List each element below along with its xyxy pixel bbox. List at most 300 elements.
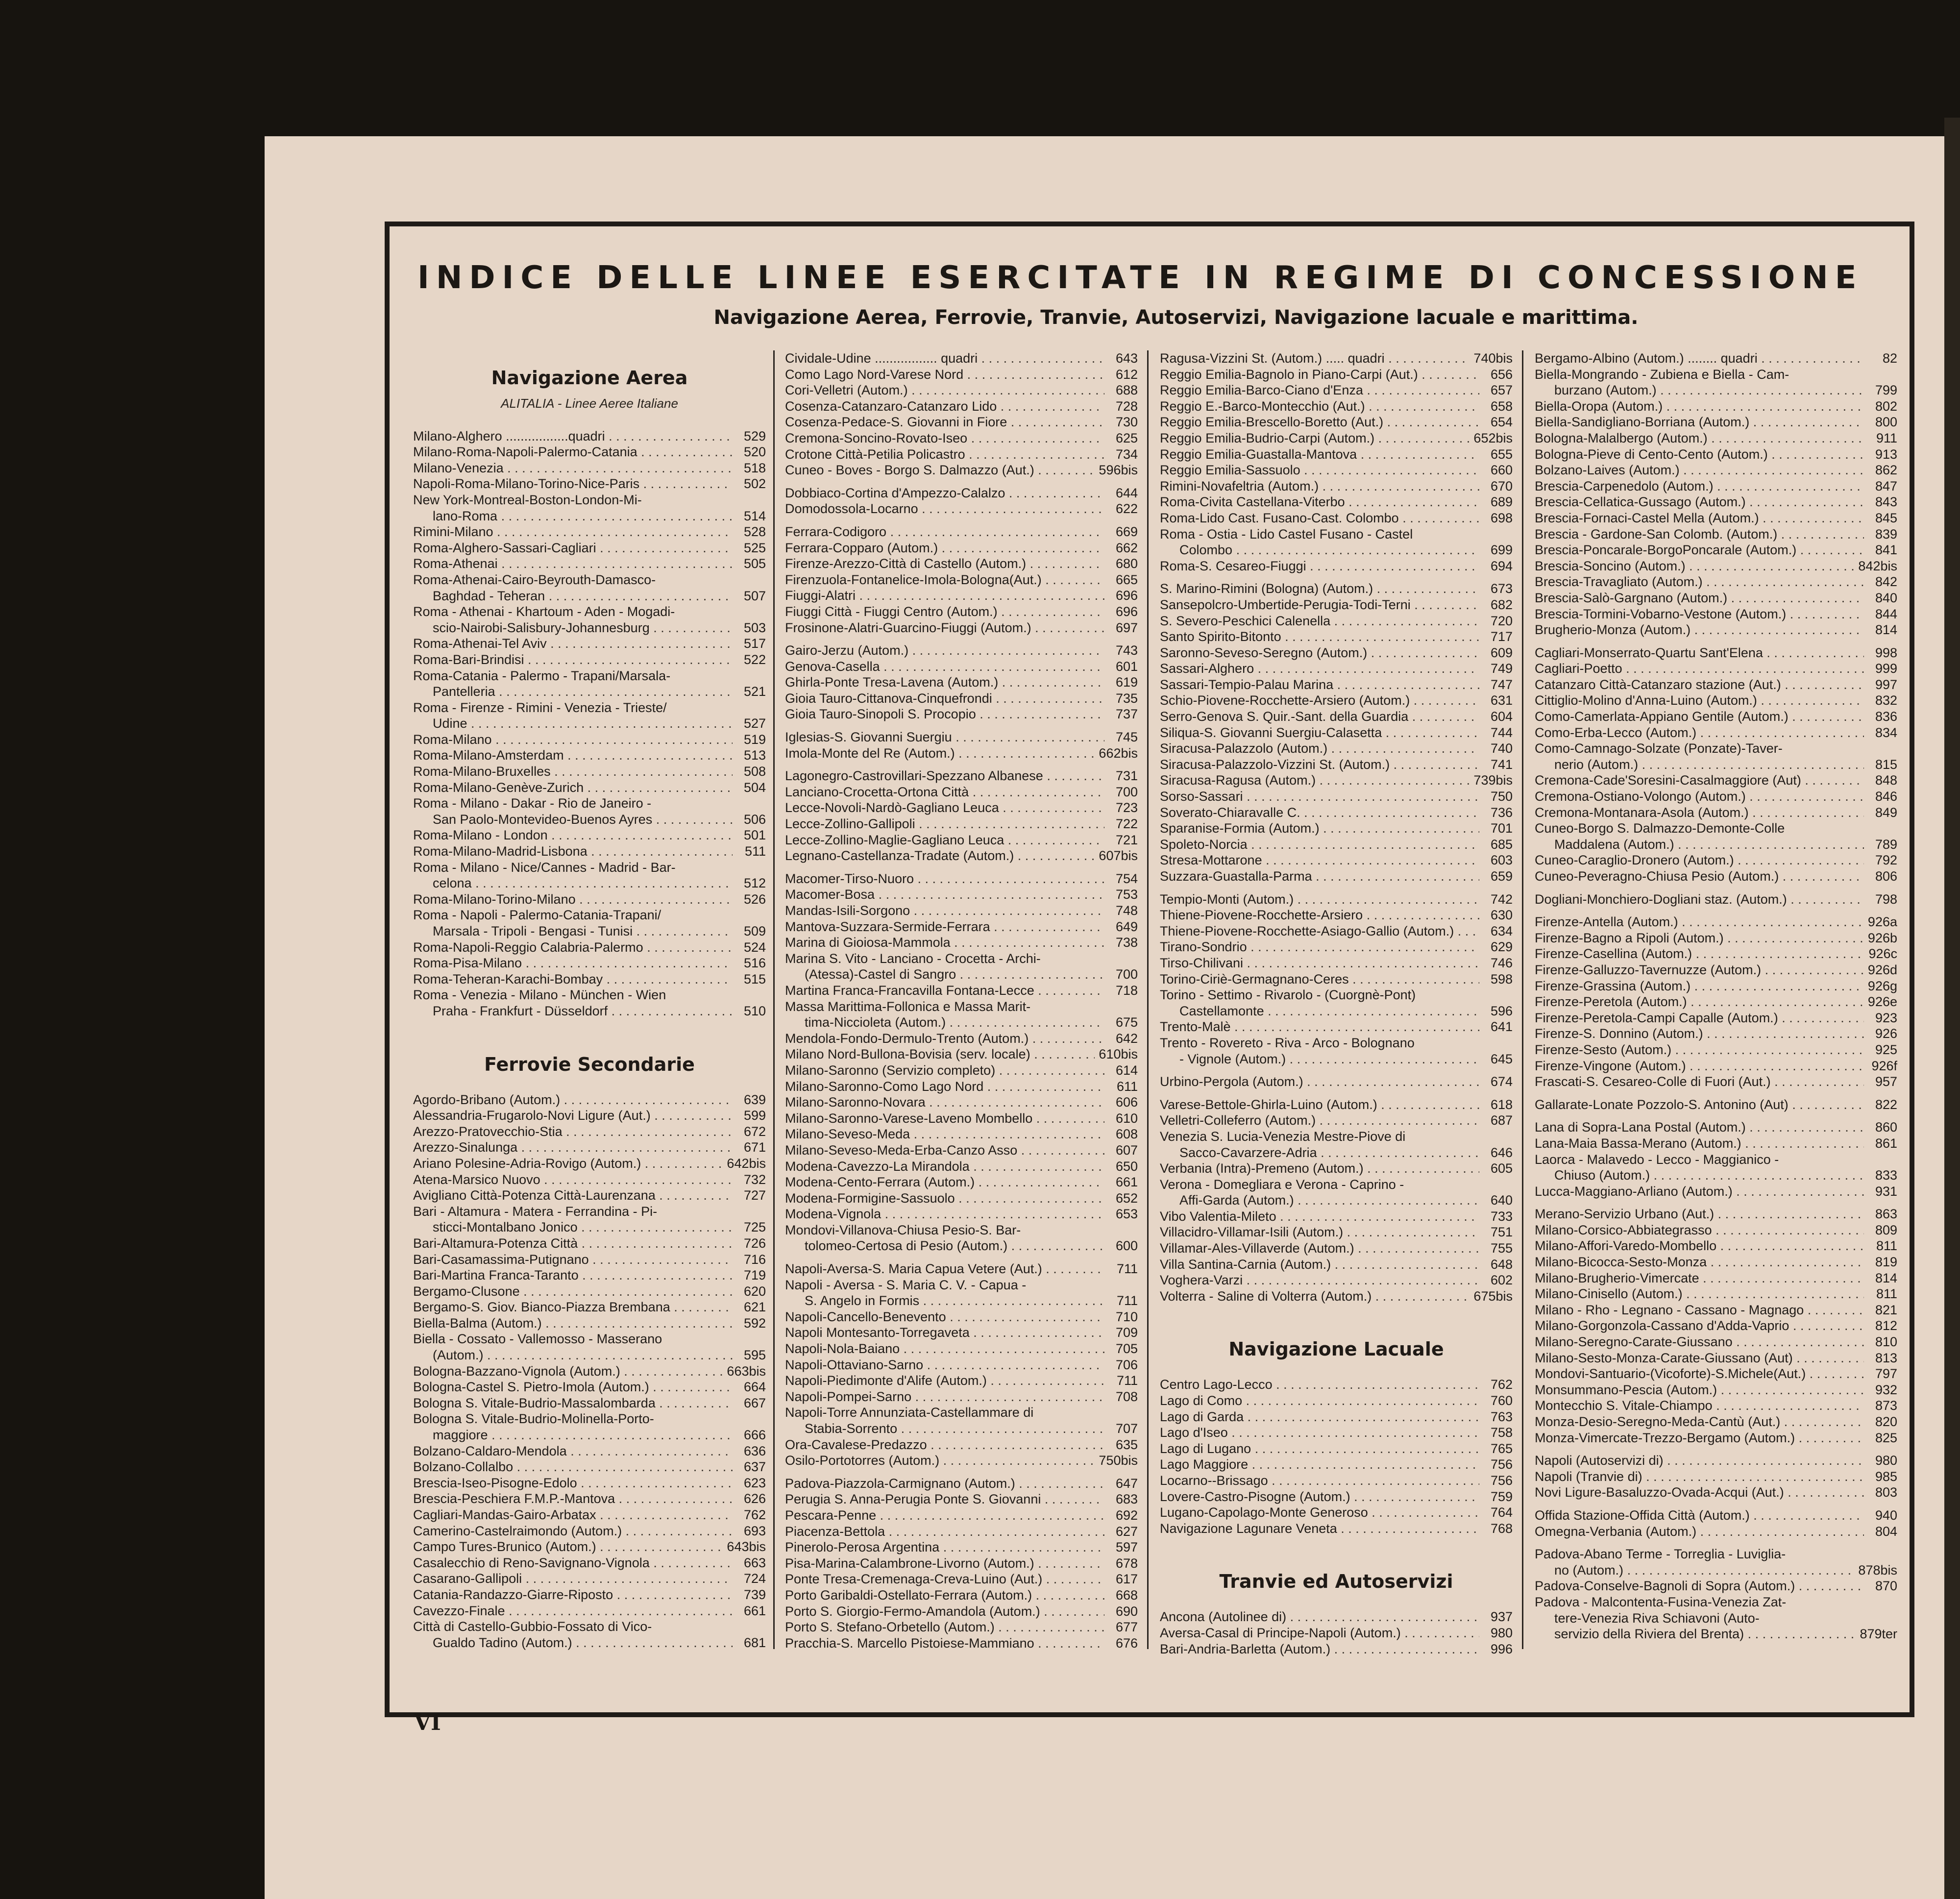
index-entry (1535, 350, 1897, 367)
index-entry (413, 1315, 766, 1332)
index-entry (1535, 1010, 1897, 1026)
entry-line-name: Firenze-Galluzzo-Tavernuzze (Autom.) . . . (1535, 962, 1864, 978)
entry-line-name: Urbino-Pergola (Autom.) . . . (1160, 1074, 1479, 1090)
index-entry (1535, 1484, 1897, 1501)
entry-line-name: Stresa-Mottarone . . . (1160, 852, 1479, 868)
entry-line-name: Brescia - Gardone-San Colomb. (Autom.) . . . (1535, 526, 1864, 543)
index-entry (1160, 597, 1513, 613)
index-entry (1160, 478, 1513, 494)
entry-line-name: Cuneo - Boves - Borgo S. Dalmazzo (Aut.) . . . (785, 462, 1095, 478)
entry-line-name: Brescia-Peschiera F.M.P.-Mantova . . . (413, 1491, 733, 1507)
entry-line-name: Lago Maggiore . . . (1160, 1456, 1479, 1473)
entry-line-name: Lanciano-Crocetta-Ortona Città . . . (785, 784, 1104, 800)
entry-line-name: Firenzuola-Fontanelice-Imola-Bologna(Aut.) . . . (785, 572, 1104, 588)
entry-line-name: Trento - Rovereto - Riva - Arco - Bolognano (1160, 1035, 1415, 1050)
index-entry (1160, 987, 1513, 1003)
entry-page-number: 667 (743, 1395, 766, 1410)
index-entry (1535, 1524, 1897, 1540)
index-entry (413, 652, 766, 668)
entry-line-name: Ferrara-Copparo (Autom.) . . . (785, 540, 1104, 556)
entry-page-number: 815 (1875, 757, 1897, 772)
index-entry (785, 501, 1138, 517)
entry-page-number: 662bis (1099, 745, 1138, 761)
entry-line-name: Cagliari-Monserrato-Quartu Sant'Elena . . . (1535, 645, 1864, 661)
index-entry (785, 1619, 1138, 1635)
index-entry (785, 642, 1138, 659)
entry-page-number: 694 (1490, 558, 1513, 573)
index-entry (1535, 692, 1897, 709)
index-entry (1160, 430, 1513, 446)
entry-page-number: 849 (1875, 805, 1897, 820)
entry-line-name: Spoleto-Norcia . . . (1160, 837, 1479, 853)
entry-line-name: Arezzo-Pratovecchio-Stia . . . (413, 1124, 733, 1140)
entry-page-number: 524 (743, 939, 766, 955)
entry-line-name: tima-Niccioleta (Autom.) . . . (805, 1014, 1104, 1031)
entry-page-number: 720 (1490, 613, 1513, 628)
index-entry (1160, 510, 1513, 526)
entry-page-number: 735 (1115, 691, 1138, 706)
index-entry (1535, 1626, 1897, 1642)
entry-line-name: Milano-Sesto-Monza-Carate-Giussano (Aut) . . . (1535, 1350, 1864, 1366)
index-entry (1160, 542, 1513, 558)
index-entry (785, 729, 1138, 745)
entry-line-name: tere-Venezia Riva Schiavoni (Auto- (1554, 1610, 1760, 1626)
entry-line-name: tolomeo-Certosa di Pesio (Autom.) . . . (805, 1238, 1104, 1254)
entry-line-name: Napoli-Aversa-S. Maria Capua Vetere (Aut.) . . . (785, 1261, 1104, 1277)
index-entry (785, 588, 1138, 604)
entry-line-name: Sassari-Tempio-Palau Marina . . . (1160, 677, 1479, 693)
entry-page-number: 521 (743, 684, 766, 699)
entry-page-number: 603 (1490, 853, 1513, 868)
index-entry (1535, 978, 1897, 994)
index-entry (785, 1293, 1138, 1309)
index-entry (1160, 367, 1513, 383)
entry-page-number: 623 (743, 1475, 766, 1490)
entry-line-name: Genova-Casella . . . (785, 659, 1104, 675)
index-entry (1535, 1270, 1897, 1286)
entry-page-number: 861 (1875, 1135, 1897, 1151)
entry-page-number: 820 (1875, 1414, 1897, 1429)
entry-page-number: 663 (743, 1555, 766, 1570)
entry-line-name: Roma-Napoli-Reggio Calabria-Palermo . . . (413, 939, 733, 956)
entry-page-number: 980 (1875, 1453, 1897, 1468)
index-entry (785, 540, 1138, 556)
index-entry (1535, 1430, 1897, 1446)
entry-page-number: 814 (1875, 1270, 1897, 1285)
entry-page-number: 834 (1875, 725, 1897, 740)
index-entry (1535, 1152, 1897, 1168)
entry-line-name: Catania-Randazzo-Giarre-Riposto . . . (413, 1587, 733, 1603)
entry-page-number: 710 (1115, 1309, 1138, 1324)
index-entry (785, 524, 1138, 540)
entry-page-number: 693 (743, 1523, 766, 1538)
entry-line-name: Roma-Civita Castellana-Viterbo . . . (1160, 494, 1479, 510)
entry-page-number: 642bis (727, 1156, 766, 1171)
entry-page-number: 527 (743, 716, 766, 731)
entry-line-name: Lecce-Zollino-Gallipoli . . . (785, 816, 1104, 832)
index-entry (785, 999, 1138, 1015)
index-entry (785, 1110, 1138, 1127)
index-entry (785, 1238, 1138, 1254)
entry-page-number: 673 (1490, 581, 1513, 596)
index-entry (785, 983, 1138, 999)
entry-page-number: 809 (1875, 1222, 1897, 1237)
entry-page-number: 862 (1875, 463, 1897, 478)
entry-line-name: New York-Montreal-Boston-London-Mi- (413, 492, 642, 507)
index-entry (1535, 462, 1897, 478)
entry-line-name: Milano-Brugherio-Vimercate . . . (1535, 1270, 1864, 1286)
entry-page-number: 822 (1875, 1097, 1897, 1112)
entry-line-name: Ponte Tresa-Cremenaga-Creva-Luino (Aut.) . . . (785, 1571, 1104, 1587)
entry-line-name: Brescia-Iseo-Pisogne-Edolo . . . (413, 1475, 733, 1491)
entry-line-name: Napoli Montesanto-Torregaveta . . . (785, 1325, 1104, 1341)
index-entry (1535, 1594, 1897, 1610)
entry-line-name: Brescia-Carpenedolo (Autom.) . . . (1535, 478, 1864, 494)
index-entry (1535, 1469, 1897, 1485)
entry-page-number: 654 (1490, 415, 1513, 430)
entry-page-number: 716 (743, 1252, 766, 1267)
entry-page-number: 652 (1115, 1190, 1138, 1206)
entry-line-name: Porto S. Stefano-Orbetello (Autom.) . . . (785, 1619, 1104, 1635)
entry-page-number: 844 (1875, 606, 1897, 621)
index-entry (413, 1363, 766, 1380)
index-entry (1160, 868, 1513, 885)
entry-line-name: Padova-Abano Terme - Torreglia - Luviglia- (1535, 1547, 1786, 1562)
index-entry (413, 987, 766, 1003)
entry-line-name: Piacenza-Bettola . . . (785, 1524, 1104, 1540)
index-entry (785, 1571, 1138, 1587)
index-entry (1535, 661, 1897, 677)
entry-page-number: 932 (1875, 1382, 1897, 1397)
index-entry (1535, 837, 1897, 853)
entry-line-name: Lago di Garda . . . (1160, 1409, 1479, 1425)
entry-line-name: Cuneo-Peveragno-Chiusa Pesio (Autom.) . . . (1535, 868, 1864, 885)
entry-page-number: 797 (1875, 1366, 1897, 1381)
entry-page-number: 596bis (1099, 463, 1138, 478)
index-entry (1535, 1206, 1897, 1222)
entry-line-name: Firenze-Casellina (Autom.) . . . (1535, 946, 1864, 962)
entry-line-name: Mondovi-Villanova-Chiusa Pesio-S. Bar- (785, 1222, 1021, 1237)
entry-line-name: S. Angelo in Formis . . . (805, 1293, 1104, 1309)
section-heading-ferrovie: Ferrovie Secondarie (484, 1053, 695, 1075)
entry-page-number: 749 (1490, 661, 1513, 676)
entry-page-number: 740bis (1473, 351, 1513, 366)
entry-page-number: 926a (1867, 914, 1897, 930)
entry-page-number: 999 (1875, 661, 1897, 676)
ferrovie-list (413, 1092, 766, 1651)
entry-line-name: Monsummano-Pescia (Autom.) . . . (1535, 1382, 1864, 1398)
entry-line-name: Roma-Milano . . . (413, 732, 733, 748)
index-entry (1535, 382, 1897, 398)
entry-page-number: 985 (1875, 1469, 1897, 1484)
entry-page-number: 724 (743, 1571, 766, 1586)
entry-line-name: Brescia-Salò-Gargnano (Autom.) . . . (1535, 590, 1864, 606)
entry-page-number: 608 (1115, 1127, 1138, 1142)
entry-page-number: 509 (743, 924, 766, 938)
entry-page-number: 510 (743, 1003, 766, 1018)
entry-page-number: 652bis (1473, 430, 1513, 445)
entry-line-name: Roma - Firenze - Rimini - Venezia - Trieste/ (413, 700, 667, 715)
entry-line-name: Como-Camnago-Solzate (Ponzate)-Taver- (1535, 741, 1783, 756)
entry-line-name: Bolzano-Caldaro-Mendola . . . (413, 1443, 733, 1459)
entry-line-name: Rimini-Milano . . . (413, 524, 733, 540)
index-entry (785, 1142, 1138, 1159)
entry-page-number: 634 (1490, 923, 1513, 938)
index-entry (413, 684, 766, 700)
index-entry (1535, 1302, 1897, 1318)
index-entry (785, 1507, 1138, 1524)
index-entry (1160, 462, 1513, 478)
index-entry (413, 1108, 766, 1124)
entry-page-number: 819 (1875, 1255, 1897, 1270)
index-entry (1160, 1035, 1513, 1051)
index-entry (1160, 772, 1513, 789)
index-entry (785, 398, 1138, 415)
entry-line-name: Camerino-Castelraimondo (Autom.) . . . (413, 1523, 733, 1539)
index-entry (785, 1539, 1138, 1555)
entry-page-number: 646 (1490, 1145, 1513, 1160)
index-entry (1160, 1609, 1513, 1625)
entry-line-name: no (Autom.) . . . (1554, 1562, 1854, 1578)
column-divider (773, 350, 775, 1649)
index-entry (413, 1379, 766, 1395)
entry-line-name: Cuneo-Borgo S. Dalmazzo-Demonte-Colle (1535, 821, 1785, 836)
entry-line-name: Affi-Garda (Autom.) . . . (1179, 1192, 1479, 1208)
entry-line-name: Lucca-Maggiano-Arliano (Autom.) . . . (1535, 1184, 1864, 1200)
index-entry (1160, 382, 1513, 398)
entry-page-number: 515 (743, 971, 766, 986)
entry-page-number: 842 (1875, 574, 1897, 590)
entry-page-number: 82 (1882, 351, 1897, 366)
index-entry (1160, 1489, 1513, 1505)
entry-line-name: Pescara-Penne . . . (785, 1507, 1104, 1524)
entry-page-number: 620 (743, 1283, 766, 1299)
index-entry (785, 1389, 1138, 1405)
entry-line-name: Biella-Mongrando - Zubiena e Biella - Cam- (1535, 367, 1789, 382)
entry-page-number: 699 (1490, 543, 1513, 558)
entry-line-name: Suzzara-Guastalla-Parma . . . (1160, 868, 1479, 885)
page-folio: VI (414, 1710, 441, 1735)
entry-line-name: Tirano-Sondrio . . . (1160, 939, 1479, 955)
index-entry (1160, 581, 1513, 597)
index-entry (785, 1094, 1138, 1110)
entry-page-number: 701 (1490, 821, 1513, 836)
entry-page-number: 645 (1490, 1051, 1513, 1066)
entry-line-name: Castellamonte . . . (1179, 1003, 1479, 1019)
entry-line-name: Pinerolo-Perosa Argentina . . . (785, 1539, 1104, 1555)
entry-page-number: 842bis (1858, 558, 1897, 573)
index-entry (413, 1235, 766, 1252)
index-entry (413, 1395, 766, 1411)
entry-page-number: 737 (1115, 707, 1138, 722)
entry-page-number: 675 (1115, 1015, 1138, 1030)
entry-line-name: Reggio Emilia-Brescello-Boretto (Aut.) . . . (1160, 414, 1479, 430)
entry-line-name: Mantova-Suzzara-Sermide-Ferrara . . . (785, 919, 1104, 935)
index-entry (1160, 1177, 1513, 1193)
index-entry (413, 1156, 766, 1172)
entry-page-number: 600 (1115, 1238, 1138, 1254)
index-entry (413, 1283, 766, 1300)
entry-line-name: Reggio Emilia-Bagnolo in Piano-Carpi (Aut.) . . . (1160, 367, 1479, 383)
index-entry (1535, 757, 1897, 773)
index-entry (1160, 1051, 1513, 1067)
entry-page-number: 599 (743, 1108, 766, 1123)
entry-line-name: Serro-Genova S. Quir.-Sant. della Guardia . . . (1160, 709, 1479, 725)
index-entry (1160, 1192, 1513, 1208)
entry-line-name: Roma - Ostia - Lido Castel Fusano - Castel (1160, 526, 1413, 542)
entry-line-name: Padova-Conselve-Bagnoli di Sopra (Autom.) . . . (1535, 1578, 1864, 1594)
entry-page-number: 635 (1115, 1437, 1138, 1452)
entry-line-name: Verbania (Intra)-Premeno (Autom.) . . . (1160, 1160, 1479, 1177)
index-entry (1535, 789, 1897, 805)
entry-page-number: 688 (1115, 383, 1138, 398)
index-entry (1535, 1414, 1897, 1430)
entry-page-number: 747 (1490, 677, 1513, 692)
index-entry (1160, 805, 1513, 821)
entry-line-name: lano-Roma . . . (433, 508, 733, 524)
index-entry (1535, 558, 1897, 574)
entry-page-number: 926c (1868, 946, 1897, 962)
entry-page-number: 926e (1867, 994, 1897, 1010)
entry-line-name: Velletri-Colleferro (Autom.) . . . (1160, 1112, 1479, 1129)
index-entry (413, 1619, 766, 1635)
index-entry (1535, 677, 1897, 693)
entry-page-number: 618 (1490, 1097, 1513, 1112)
entry-line-name: Lagonegro-Castrovillari-Spezzano Albanese . . . (785, 768, 1104, 784)
entry-page-number: 609 (1490, 645, 1513, 660)
entry-page-number: 683 (1115, 1492, 1138, 1507)
index-entry (785, 1222, 1138, 1238)
entry-page-number: 937 (1490, 1609, 1513, 1625)
entry-page-number: 669 (1115, 524, 1138, 539)
entry-line-name: Cittiglio-Molino d'Anna-Luino (Autom.) . . . (1535, 692, 1864, 709)
entry-page-number: 931 (1875, 1184, 1897, 1199)
entry-line-name: Iglesias-S. Giovanni Suergiu . . . (785, 729, 1104, 745)
entry-line-name: Napoli-Pompei-Sarno . . . (785, 1389, 1104, 1405)
index-entry (413, 668, 766, 684)
entry-line-name: Firenze-Antella (Autom.) . . . (1535, 914, 1864, 930)
index-entry (1160, 955, 1513, 971)
entry-page-number: 598 (1490, 971, 1513, 986)
entry-line-name: Roma-Athenai . . . (413, 556, 733, 572)
entry-page-number: 845 (1875, 510, 1897, 525)
entry-line-name: Roma-Alghero-Sassari-Cagliari . . . (413, 540, 733, 556)
page-edge (1944, 118, 1960, 1899)
entry-line-name: Milano-Roma-Napoli-Palermo-Catania . . . (413, 444, 733, 460)
entry-line-name: Fiuggi-Alatri . . . (785, 588, 1104, 604)
entry-line-name: Lago di Lugano . . . (1160, 1441, 1479, 1457)
entry-page-number: 622 (1115, 501, 1138, 517)
entry-page-number: 879ter (1860, 1627, 1897, 1642)
entry-line-name: Reggio Emilia-Sassuolo . . . (1160, 462, 1479, 478)
index-entry (1160, 1074, 1513, 1090)
index-entry (1535, 930, 1897, 946)
index-entry (1535, 1026, 1897, 1042)
entry-page-number: 671 (743, 1140, 766, 1155)
entry-page-number: 708 (1115, 1389, 1138, 1404)
entry-page-number: 657 (1490, 383, 1513, 398)
entry-page-number: 705 (1115, 1341, 1138, 1356)
entry-line-name: Frosinone-Alatri-Guarcino-Fiuggi (Autom.) . . . (785, 620, 1104, 636)
entry-page-number: 721 (1115, 832, 1138, 847)
entry-line-name: Agordo-Bribano (Autom.) . . . (413, 1092, 733, 1108)
index-entry (785, 1174, 1138, 1190)
entry-line-name: Napoli-Piedimonte d'Alife (Autom.) . . . (785, 1373, 1104, 1389)
index-entry (413, 715, 766, 732)
entry-line-name: Laorca - Malavedo - Lecco - Maggianico - (1535, 1152, 1779, 1167)
entry-line-name: Atena-Marsico Nuovo . . . (413, 1172, 733, 1188)
index-entry (413, 1299, 766, 1315)
entry-line-name: Roma-Catania - Palermo - Trapani/Marsala- (413, 668, 671, 683)
entry-line-name: Milano - Rho - Legnano - Cassano - Magnago . . . (1535, 1302, 1864, 1318)
entry-page-number: 614 (1115, 1062, 1138, 1078)
index-entry (1535, 446, 1897, 463)
entry-line-name: Como-Erba-Lecco (Autom.) . . . (1535, 725, 1864, 741)
index-entry (1535, 1546, 1897, 1562)
index-entry (785, 1491, 1138, 1507)
index-entry (413, 1003, 766, 1019)
entry-line-name: Modena-Vignola . . . (785, 1206, 1104, 1222)
entry-page-number: 740 (1490, 741, 1513, 756)
entry-line-name: Gioia Tauro-Sinopoli S. Procopio . . . (785, 706, 1104, 722)
entry-line-name: Perugia S. Anna-Perugia Ponte S. Giovanni . . . (785, 1491, 1104, 1507)
index-entry (785, 768, 1138, 784)
index-entry (1160, 971, 1513, 987)
entry-page-number: 739 (743, 1587, 766, 1602)
entry-page-number: 738 (1115, 935, 1138, 950)
entry-page-number: 525 (743, 540, 766, 555)
entry-line-name: Novi Ligure-Basaluzzo-Ovada-Acqui (Aut.) . . . (1535, 1484, 1864, 1501)
index-entry (1535, 1058, 1897, 1074)
entry-page-number: 685 (1490, 837, 1513, 852)
entry-page-number: 697 (1115, 620, 1138, 635)
index-entry (785, 1555, 1138, 1572)
entry-line-name: Siracusa-Palazzolo (Autom.) . . . (1160, 740, 1479, 757)
entry-page-number: 750bis (1099, 1453, 1138, 1468)
entry-line-name: sticci-Montalbano Jonico . . . (433, 1219, 733, 1235)
entry-line-name: Bari-Altamura-Potenza Città . . . (413, 1235, 733, 1252)
entry-line-name: S. Severo-Peschici Calenella . . . (1160, 613, 1479, 629)
section-subheading-alitalia: ALITALIA - Linee Aeree Italiane (501, 396, 678, 411)
index-entry (413, 1124, 766, 1140)
index-entry (1160, 677, 1513, 693)
index-entry (1160, 1240, 1513, 1257)
entry-page-number: 926b (1867, 930, 1897, 945)
index-entry (1160, 1208, 1513, 1225)
entry-line-name: Roma-Milano-Genève-Zurich . . . (413, 780, 733, 796)
index-entry (785, 1341, 1138, 1357)
entry-line-name: Cremona-Soncino-Rovato-Iseo . . . (785, 430, 1104, 446)
index-entry (1535, 1254, 1897, 1270)
entry-page-number: 768 (1490, 1521, 1513, 1536)
index-entry (1160, 1003, 1513, 1019)
index-entry (1160, 1473, 1513, 1489)
entry-line-name: Ora-Cavalese-Predazzo . . . (785, 1437, 1104, 1453)
entry-page-number: 811 (1876, 1286, 1897, 1302)
index-entry (1535, 962, 1897, 978)
entry-line-name: Udine . . . (433, 715, 733, 732)
index-entry (413, 1603, 766, 1619)
entry-page-number: 806 (1875, 869, 1897, 884)
index-entry (1160, 645, 1513, 661)
entry-page-number: 502 (743, 476, 766, 492)
entry-line-name: Bergamo-S. Giov. Bianco-Piazza Brembana . . . (413, 1299, 733, 1315)
index-entry (413, 1571, 766, 1587)
entry-line-name: Firenze-Arezzo-Città di Castello (Autom.) . . . (785, 556, 1104, 572)
entry-page-number: 507 (743, 588, 766, 603)
index-entry (785, 572, 1138, 588)
entry-line-name: Firenze-Sesto (Autom.) . . . (1535, 1042, 1864, 1058)
